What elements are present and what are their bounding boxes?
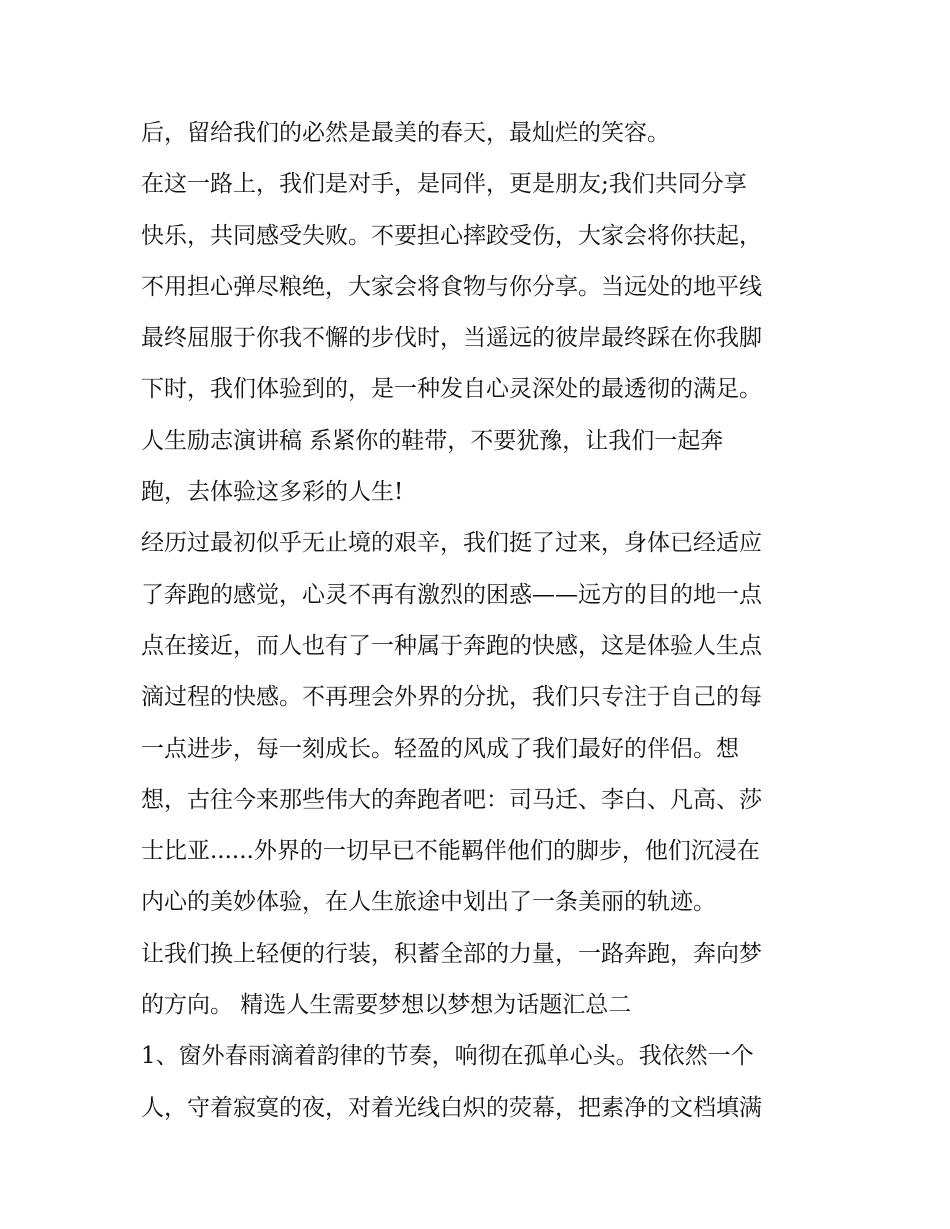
text-line: 经历过最初似乎无止境的艰辛，我们挺了过来，身体已经适应: [141, 530, 762, 557]
text-line: 一点进步，每一刻成长。轻盈的风成了我们最好的伴侣。想: [141, 735, 739, 762]
text-line: 最终屈服于你我不懈的步伐时，当遥远的彼岸最终踩在你我脚: [141, 325, 762, 352]
text-line: 内心的美妙体验，在人生旅途中划出了一条美丽的轨迹。: [141, 889, 716, 916]
text-line: 后，留给我们的必然是最美的春天，最灿烂的笑容。: [141, 120, 670, 146]
text-line: 跑，去体验这多彩的人生!: [141, 479, 404, 506]
text-line: 士比亚......外界的一切早已不能羁伴他们的脚步，他们沉浸在: [141, 838, 760, 865]
text-line: 人，守着寂寞的夜，对着光线白炽的荧幕，把素净的文档填满: [141, 1094, 762, 1121]
text-line: 了奔跑的感觉，心灵不再有激烈的困惑——远方的目的地一点: [141, 581, 762, 608]
body-text: [141, 108, 821, 1134]
text-line: 不用担心弹尽粮绝，大家会将食物与你分享。当远处的地平线: [141, 273, 762, 300]
text-line: 想，古往今来那些伟大的奔跑者吧：司马迁、李白、凡高、莎: [141, 786, 762, 813]
text-line: 让我们换上轻便的行装，积蓄全部的力量，一路奔跑，奔向梦: [141, 940, 762, 967]
text-line: 的方向。 精选人生需要梦想以梦想为话题汇总二: [141, 992, 632, 1019]
text-line: 1、窗外春雨滴着韵律的节奏，响彻在孤单心头。我依然一个: [141, 1043, 754, 1070]
text-line: 点在接近，而人也有了一种属于奔跑的快感，这是体验人生点: [141, 632, 762, 659]
text-line: 在这一路上，我们是对手，是同伴，更是朋友;我们共同分享: [141, 171, 747, 198]
text-line: 快乐，共同感受失败。不要担心摔跤受伤，大家会将你扶起，: [141, 222, 762, 249]
text-line: 滴过程的快感。不再理会外界的分扰，我们只专注于自己的每: [141, 684, 762, 711]
text-line: 人生励志演讲稿 系紧你的鞋带，不要犹豫，让我们一起奔: [141, 427, 724, 454]
text-line: 下时，我们体验到的，是一种发自心灵深处的最透彻的满足。: [141, 376, 762, 403]
